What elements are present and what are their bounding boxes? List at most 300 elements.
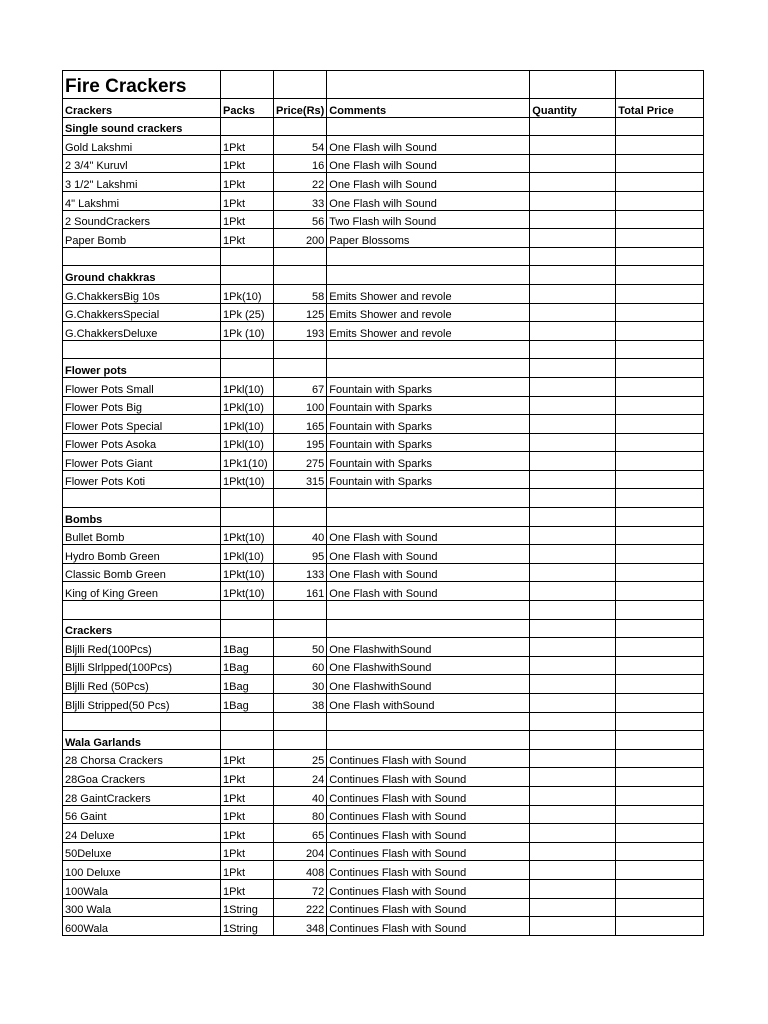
table-row xyxy=(63,377,704,396)
quantity-cell xyxy=(530,582,616,601)
pack-cell: 1Pk (10) xyxy=(221,322,274,341)
comment-cell: One Flash wilh Sound xyxy=(327,191,530,210)
price-cell xyxy=(274,340,327,359)
total-price-cell xyxy=(616,247,704,266)
total-price-cell xyxy=(616,917,704,936)
quantity-cell xyxy=(530,136,616,155)
cracker-name-cell xyxy=(63,712,221,731)
pack-cell: 1Pkt xyxy=(221,136,274,155)
pack-cell: 1Pkt xyxy=(221,842,274,861)
quantity-cell xyxy=(530,675,616,694)
pack-cell: 1Pk1(10) xyxy=(221,452,274,471)
total-price-cell xyxy=(616,154,704,173)
total-price-cell xyxy=(616,396,704,415)
pack-cell: 1Pkl(10) xyxy=(221,377,274,396)
cracker-name-cell: 100 Deluxe xyxy=(63,861,221,880)
cracker-name-cell: G.ChakkersBig 10s xyxy=(63,284,221,303)
quantity-cell xyxy=(530,247,616,266)
section-title: Wala Garlands xyxy=(63,731,221,750)
title-cell-empty xyxy=(274,71,327,99)
total-price-cell xyxy=(616,601,704,620)
comment-cell: One FlashwithSound xyxy=(327,638,530,657)
pack-cell: 1Pkt xyxy=(221,154,274,173)
cracker-name-cell: Flower Pots Asoka xyxy=(63,433,221,452)
total-price-cell xyxy=(616,191,704,210)
total-price-cell xyxy=(616,675,704,694)
price-cell: 165 xyxy=(274,415,327,434)
quantity-cell xyxy=(530,601,616,620)
cracker-name-cell: Bljlli Red (50Pcs) xyxy=(63,675,221,694)
comment-cell: Two Flash wilh Sound xyxy=(327,210,530,229)
table-row xyxy=(63,191,704,210)
price-cell xyxy=(274,731,327,750)
comment-cell: One Flash with Sound xyxy=(327,526,530,545)
title-cell-empty xyxy=(530,71,616,99)
pack-cell: 1Pk (25) xyxy=(221,303,274,322)
quantity-cell xyxy=(530,340,616,359)
quantity-cell xyxy=(530,508,616,527)
cracker-name-cell xyxy=(63,340,221,359)
cracker-name-cell: Flower Pots Giant xyxy=(63,452,221,471)
pack-cell xyxy=(221,619,274,638)
header-crackers: Crackers xyxy=(63,99,221,118)
price-cell: 204 xyxy=(274,842,327,861)
total-price-cell xyxy=(616,415,704,434)
header-price: Price(Rs) xyxy=(274,99,327,118)
total-price-cell xyxy=(616,303,704,322)
cracker-name-cell: Bljlli Stripped(50 Pcs) xyxy=(63,694,221,713)
total-price-cell xyxy=(616,377,704,396)
table-row xyxy=(63,638,704,657)
comment-cell: One FlashwithSound xyxy=(327,656,530,675)
price-cell: 72 xyxy=(274,879,327,898)
section-row xyxy=(63,266,704,285)
pack-cell: 1Pkt xyxy=(221,749,274,768)
comment-cell xyxy=(327,247,530,266)
total-price-cell xyxy=(616,508,704,527)
table-row xyxy=(63,136,704,155)
table-row xyxy=(63,415,704,434)
table-row xyxy=(63,824,704,843)
cracker-name-cell: Classic Bomb Green xyxy=(63,563,221,582)
comment-cell xyxy=(327,508,530,527)
table-row xyxy=(63,656,704,675)
table-row xyxy=(63,229,704,248)
quantity-cell xyxy=(530,842,616,861)
pack-cell: 1Bag xyxy=(221,656,274,675)
comment-cell: Emits Shower and revole xyxy=(327,322,530,341)
comment-cell: One Flash wilh Sound xyxy=(327,136,530,155)
table-row xyxy=(63,749,704,768)
price-cell: 30 xyxy=(274,675,327,694)
comment-cell: Paper Blossoms xyxy=(327,229,530,248)
price-cell: 222 xyxy=(274,898,327,917)
price-cell: 95 xyxy=(274,545,327,564)
price-cell xyxy=(274,247,327,266)
blank-row xyxy=(63,340,704,359)
total-price-cell xyxy=(616,433,704,452)
table-row xyxy=(63,805,704,824)
pack-cell: 1Pk(10) xyxy=(221,284,274,303)
price-cell xyxy=(274,359,327,378)
header-packs: Packs xyxy=(221,99,274,118)
table-row xyxy=(63,303,704,322)
price-cell: 16 xyxy=(274,154,327,173)
quantity-cell xyxy=(530,173,616,192)
quantity-cell xyxy=(530,191,616,210)
price-cell: 40 xyxy=(274,786,327,805)
total-price-cell xyxy=(616,638,704,657)
comment-cell: One Flash with Sound xyxy=(327,545,530,564)
comment-cell: Continues Flash with Sound xyxy=(327,786,530,805)
pack-cell: 1Pkl(10) xyxy=(221,415,274,434)
quantity-cell xyxy=(530,638,616,657)
cracker-name-cell: King of King Green xyxy=(63,582,221,601)
comment-cell: Fountain with Sparks xyxy=(327,377,530,396)
price-cell: 22 xyxy=(274,173,327,192)
comment-cell: One Flash withSound xyxy=(327,694,530,713)
pack-cell xyxy=(221,359,274,378)
pack-cell: 1Pkt xyxy=(221,768,274,787)
quantity-cell xyxy=(530,359,616,378)
price-cell xyxy=(274,619,327,638)
pack-cell: 1Pkt(10) xyxy=(221,582,274,601)
quantity-cell xyxy=(530,284,616,303)
quantity-cell xyxy=(530,694,616,713)
price-cell xyxy=(274,508,327,527)
pack-cell: 1Pkt xyxy=(221,191,274,210)
table-row xyxy=(63,582,704,601)
cracker-name-cell: 2 SoundCrackers xyxy=(63,210,221,229)
price-cell: 133 xyxy=(274,563,327,582)
comment-cell xyxy=(327,731,530,750)
comment-cell: Continues Flash with Sound xyxy=(327,917,530,936)
price-cell xyxy=(274,712,327,731)
cracker-name-cell: 2 3/4" Kuruvl xyxy=(63,154,221,173)
quantity-cell xyxy=(530,824,616,843)
cracker-name-cell xyxy=(63,247,221,266)
sheet-body xyxy=(63,71,704,936)
header-comments: Comments xyxy=(327,99,530,118)
price-cell: 50 xyxy=(274,638,327,657)
price-cell xyxy=(274,117,327,136)
price-cell: 33 xyxy=(274,191,327,210)
table-row xyxy=(63,879,704,898)
total-price-cell xyxy=(616,470,704,489)
cracker-name-cell: Hydro Bomb Green xyxy=(63,545,221,564)
quantity-cell xyxy=(530,712,616,731)
total-price-cell xyxy=(616,712,704,731)
price-cell: 67 xyxy=(274,377,327,396)
total-price-cell xyxy=(616,879,704,898)
total-price-cell xyxy=(616,582,704,601)
quantity-cell xyxy=(530,489,616,508)
pack-cell: 1Bag xyxy=(221,694,274,713)
price-cell: 315 xyxy=(274,470,327,489)
comment-cell: Continues Flash with Sound xyxy=(327,768,530,787)
table-row xyxy=(63,694,704,713)
pack-cell xyxy=(221,247,274,266)
comment-cell: One Flash with Sound xyxy=(327,563,530,582)
table-row xyxy=(63,842,704,861)
comment-cell xyxy=(327,712,530,731)
title-cell-empty xyxy=(327,71,530,99)
total-price-cell xyxy=(616,842,704,861)
cracker-name-cell: G.ChakkersSpecial xyxy=(63,303,221,322)
price-cell: 38 xyxy=(274,694,327,713)
price-cell: 25 xyxy=(274,749,327,768)
sheet-title: Fire Crackers xyxy=(63,71,221,99)
pack-cell xyxy=(221,266,274,285)
price-cell: 65 xyxy=(274,824,327,843)
price-cell: 408 xyxy=(274,861,327,880)
cracker-name-cell: 28 Chorsa Crackers xyxy=(63,749,221,768)
quantity-cell xyxy=(530,266,616,285)
total-price-cell xyxy=(616,786,704,805)
table-row xyxy=(63,545,704,564)
title-row xyxy=(63,71,704,99)
table-row xyxy=(63,452,704,471)
cracker-name-cell: Flower Pots Koti xyxy=(63,470,221,489)
table-row xyxy=(63,284,704,303)
pack-cell: 1Pkt xyxy=(221,786,274,805)
pack-cell: 1String xyxy=(221,917,274,936)
pack-cell: 1Pkt xyxy=(221,824,274,843)
pack-cell: 1Pkl(10) xyxy=(221,396,274,415)
pack-cell: 1Pkt xyxy=(221,805,274,824)
pack-cell: 1Pkt xyxy=(221,173,274,192)
quantity-cell xyxy=(530,415,616,434)
pack-cell xyxy=(221,731,274,750)
comment-cell: Fountain with Sparks xyxy=(327,452,530,471)
comment-cell xyxy=(327,266,530,285)
quantity-cell xyxy=(530,377,616,396)
table-row xyxy=(63,786,704,805)
total-price-cell xyxy=(616,266,704,285)
header-quantity: Quantity xyxy=(530,99,616,118)
table-row xyxy=(63,898,704,917)
total-price-cell xyxy=(616,656,704,675)
comment-cell: Fountain with Sparks xyxy=(327,415,530,434)
table-row xyxy=(63,675,704,694)
comment-cell: Continues Flash with Sound xyxy=(327,805,530,824)
total-price-cell xyxy=(616,452,704,471)
total-price-cell xyxy=(616,489,704,508)
table-row xyxy=(63,433,704,452)
section-row xyxy=(63,117,704,136)
cracker-name-cell: 50Deluxe xyxy=(63,842,221,861)
comment-cell xyxy=(327,117,530,136)
comment-cell xyxy=(327,619,530,638)
price-cell xyxy=(274,601,327,620)
total-price-cell xyxy=(616,229,704,248)
price-cell: 80 xyxy=(274,805,327,824)
pack-cell: 1Pkl(10) xyxy=(221,433,274,452)
cracker-name-cell: G.ChakkersDeluxe xyxy=(63,322,221,341)
quantity-cell xyxy=(530,322,616,341)
price-cell: 54 xyxy=(274,136,327,155)
quantity-cell xyxy=(530,526,616,545)
table-row xyxy=(63,917,704,936)
cracker-name-cell: Flower Pots Big xyxy=(63,396,221,415)
price-cell xyxy=(274,266,327,285)
pack-cell xyxy=(221,508,274,527)
total-price-cell xyxy=(616,824,704,843)
pack-cell: 1Pkt(10) xyxy=(221,470,274,489)
total-price-cell xyxy=(616,526,704,545)
cracker-name-cell: Bljlli Red(100Pcs) xyxy=(63,638,221,657)
section-title: Single sound crackers xyxy=(63,117,221,136)
title-cell-empty xyxy=(221,71,274,99)
price-cell: 161 xyxy=(274,582,327,601)
pack-cell xyxy=(221,340,274,359)
pack-cell: 1Pkt xyxy=(221,879,274,898)
price-cell: 348 xyxy=(274,917,327,936)
table-row xyxy=(63,768,704,787)
total-price-cell xyxy=(616,322,704,341)
title-cell-empty xyxy=(616,71,704,99)
total-price-cell xyxy=(616,340,704,359)
price-cell: 100 xyxy=(274,396,327,415)
total-price-cell xyxy=(616,173,704,192)
total-price-cell xyxy=(616,545,704,564)
comment-cell: Continues Flash with Sound xyxy=(327,861,530,880)
total-price-cell xyxy=(616,619,704,638)
cracker-name-cell: 300 Wala xyxy=(63,898,221,917)
total-price-cell xyxy=(616,768,704,787)
comment-cell xyxy=(327,601,530,620)
pack-cell: 1Bag xyxy=(221,675,274,694)
comment-cell: One Flash wilh Sound xyxy=(327,173,530,192)
total-price-cell xyxy=(616,731,704,750)
quantity-cell xyxy=(530,749,616,768)
pack-cell xyxy=(221,712,274,731)
table-row xyxy=(63,154,704,173)
comment-cell: Fountain with Sparks xyxy=(327,396,530,415)
price-list-sheet xyxy=(62,70,704,936)
section-title: Crackers xyxy=(63,619,221,638)
price-cell: 60 xyxy=(274,656,327,675)
total-price-cell xyxy=(616,117,704,136)
cracker-name-cell: 4" Lakshmi xyxy=(63,191,221,210)
table-row xyxy=(63,563,704,582)
quantity-cell xyxy=(530,805,616,824)
quantity-cell xyxy=(530,433,616,452)
cracker-name-cell: Gold Lakshmi xyxy=(63,136,221,155)
cracker-name-cell: Flower Pots Special xyxy=(63,415,221,434)
cracker-name-cell: 28 GaintCrackers xyxy=(63,786,221,805)
comment-cell: One Flash wilh Sound xyxy=(327,154,530,173)
price-cell: 200 xyxy=(274,229,327,248)
quantity-cell xyxy=(530,117,616,136)
quantity-cell xyxy=(530,731,616,750)
quantity-cell xyxy=(530,786,616,805)
pack-cell: 1Pkt xyxy=(221,229,274,248)
blank-row xyxy=(63,601,704,620)
pack-cell xyxy=(221,489,274,508)
pack-cell: 1Pkl(10) xyxy=(221,545,274,564)
pack-cell: 1Pkt xyxy=(221,861,274,880)
quantity-cell xyxy=(530,879,616,898)
cracker-name-cell: Flower Pots Small xyxy=(63,377,221,396)
total-price-cell xyxy=(616,861,704,880)
header-total-price: Total Price xyxy=(616,99,704,118)
comment-cell: Continues Flash with Sound xyxy=(327,898,530,917)
comment-cell: One Flash with Sound xyxy=(327,582,530,601)
section-row xyxy=(63,619,704,638)
quantity-cell xyxy=(530,861,616,880)
section-row xyxy=(63,508,704,527)
cracker-name-cell: Paper Bomb xyxy=(63,229,221,248)
section-title: Ground chakkras xyxy=(63,266,221,285)
pack-cell: 1Pkt xyxy=(221,210,274,229)
table-row xyxy=(63,210,704,229)
price-cell: 56 xyxy=(274,210,327,229)
comment-cell: One FlashwithSound xyxy=(327,675,530,694)
pack-cell xyxy=(221,601,274,620)
price-cell: 193 xyxy=(274,322,327,341)
pack-cell: 1Bag xyxy=(221,638,274,657)
quantity-cell xyxy=(530,563,616,582)
quantity-cell xyxy=(530,154,616,173)
cracker-name-cell: 3 1/2" Lakshmi xyxy=(63,173,221,192)
quantity-cell xyxy=(530,768,616,787)
total-price-cell xyxy=(616,749,704,768)
comment-cell xyxy=(327,340,530,359)
quantity-cell xyxy=(530,917,616,936)
table-row xyxy=(63,396,704,415)
table-row xyxy=(63,526,704,545)
quantity-cell xyxy=(530,452,616,471)
quantity-cell xyxy=(530,898,616,917)
pack-cell: 1Pkt(10) xyxy=(221,526,274,545)
quantity-cell xyxy=(530,470,616,489)
comment-cell xyxy=(327,359,530,378)
section-row xyxy=(63,359,704,378)
price-cell: 58 xyxy=(274,284,327,303)
cracker-name-cell: 100Wala xyxy=(63,879,221,898)
total-price-cell xyxy=(616,359,704,378)
price-cell: 275 xyxy=(274,452,327,471)
cracker-name-cell xyxy=(63,601,221,620)
total-price-cell xyxy=(616,284,704,303)
table-row xyxy=(63,861,704,880)
price-cell: 24 xyxy=(274,768,327,787)
quantity-cell xyxy=(530,210,616,229)
quantity-cell xyxy=(530,656,616,675)
section-title: Flower pots xyxy=(63,359,221,378)
table-row xyxy=(63,470,704,489)
pack-cell: 1String xyxy=(221,898,274,917)
comment-cell: Continues Flash with Sound xyxy=(327,824,530,843)
section-title: Bombs xyxy=(63,508,221,527)
comment-cell: Continues Flash with Sound xyxy=(327,749,530,768)
quantity-cell xyxy=(530,619,616,638)
header-row xyxy=(63,99,704,118)
cracker-name-cell: 28Goa Crackers xyxy=(63,768,221,787)
cracker-name-cell: 24 Deluxe xyxy=(63,824,221,843)
total-price-cell xyxy=(616,136,704,155)
quantity-cell xyxy=(530,545,616,564)
price-cell: 125 xyxy=(274,303,327,322)
comment-cell: Continues Flash with Sound xyxy=(327,842,530,861)
total-price-cell xyxy=(616,694,704,713)
comment-cell: Fountain with Sparks xyxy=(327,470,530,489)
cracker-name-cell: 56 Gaint xyxy=(63,805,221,824)
comment-cell: Emits Shower and revole xyxy=(327,303,530,322)
cracker-name-cell: 600Wala xyxy=(63,917,221,936)
table-row xyxy=(63,173,704,192)
